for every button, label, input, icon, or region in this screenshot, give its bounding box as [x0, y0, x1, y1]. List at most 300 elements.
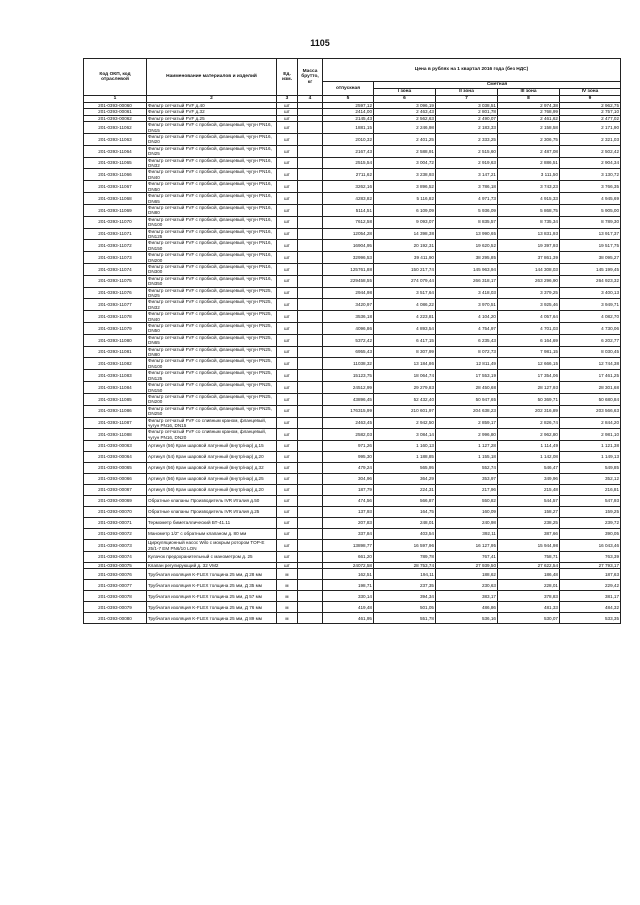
cell-price-zone-1: 194,11 — [374, 569, 436, 580]
cell-name: Трубчатая изоляция K-FLEX толщина 25 мм, Д 89 мм — [147, 613, 277, 624]
cell-price-zone-3: 3 111,50 — [498, 169, 560, 181]
cell-price-zone-1: 8 307,99 — [374, 346, 436, 358]
cell-mass — [298, 216, 323, 228]
cell-name: Фильтр сетчатый FVF с пробкой, фланцевый, чугун PN16, DN40 — [147, 169, 277, 181]
cell-unit: шт — [277, 529, 298, 540]
cell-mass — [298, 602, 323, 613]
table-row — [84, 275, 621, 287]
table-row — [84, 299, 621, 311]
table-row — [84, 496, 621, 507]
table-row — [84, 370, 621, 382]
cell-price-zone-1: 565,95 — [374, 463, 436, 474]
cell-price-zone-1: 2 246,98 — [374, 122, 436, 134]
cell-unit: шт — [277, 122, 298, 134]
cell-price-zone-1: 13 184,86 — [374, 358, 436, 370]
cell-unit: шт — [277, 382, 298, 394]
cell-code: 201-0393-00065 — [84, 463, 147, 474]
cell-mass — [298, 463, 323, 474]
table-row — [84, 485, 621, 496]
cell-price-zone-4: 381,17 — [560, 591, 621, 602]
cell-code: 201-0393-11083 — [84, 370, 147, 382]
cell-price-release: 2167,43 — [323, 145, 374, 157]
cell-name: Манометр 1/2" с обратным клапаном д. 80 мм — [147, 529, 277, 540]
cell-mass — [298, 358, 323, 370]
cell-price-release: 4096,86 — [323, 323, 374, 335]
cell-price-zone-3: 387,66 — [498, 529, 560, 540]
cell-price-zone-4: 390,05 — [560, 529, 621, 540]
cell-mass — [298, 485, 323, 496]
cell-price-release: 16904,95 — [323, 240, 374, 252]
cell-price-release: 995,30 — [323, 452, 374, 463]
cell-unit: шт — [277, 463, 298, 474]
cell-mass — [298, 193, 323, 205]
cell-price-zone-2: 392,11 — [436, 529, 498, 540]
cell-price-zone-1: 274 079,44 — [374, 275, 436, 287]
cell-name: Фильтр сетчатый FVF с пробкой, фланцевый, чугун PN16, DN300 — [147, 263, 277, 275]
cell-name: Фильтр сетчатый FVF д.32 — [147, 109, 277, 115]
cell-price-zone-2: 2 490,07 — [436, 115, 498, 121]
cell-price-zone-4: 2 981,10 — [560, 429, 621, 441]
cell-price-zone-2: 486,86 — [436, 602, 498, 613]
cell-price-zone-1: 4 893,54 — [374, 323, 436, 335]
cell-price-zone-3: 2 886,51 — [498, 157, 560, 169]
cell-price-zone-3: 19 397,93 — [498, 240, 560, 252]
cell-unit: шт — [277, 275, 298, 287]
cell-price-zone-2: 188,62 — [436, 569, 498, 580]
cell-code: 201-0393-00066 — [84, 474, 147, 485]
cell-price-zone-4: 2 844,20 — [560, 417, 621, 429]
cell-price-zone-4: 4 945,69 — [560, 193, 621, 205]
cell-price-zone-1: 566,87 — [374, 496, 436, 507]
cell-price-zone-2: 383,17 — [436, 591, 498, 602]
cell-price-zone-1: 224,31 — [374, 485, 436, 496]
header-release: отпускная — [323, 82, 374, 96]
table-row — [84, 569, 621, 580]
cell-code: 201-0393-00078 — [84, 591, 147, 602]
cell-price-zone-4: 17 461,25 — [560, 370, 621, 382]
cell-price-zone-1: 403,54 — [374, 529, 436, 540]
cell-price-zone-1: 4 223,81 — [374, 311, 436, 323]
cell-mass — [298, 429, 323, 441]
cell-price-zone-4: 216,81 — [560, 485, 621, 496]
cell-unit: м — [277, 613, 298, 624]
header-unit: Ед. изм. — [277, 59, 298, 96]
cell-price-zone-1: 551,78 — [374, 613, 436, 624]
cell-price-zone-4: 50 680,84 — [560, 393, 621, 405]
cell-price-zone-4: 763,39 — [560, 551, 621, 562]
table-row — [84, 518, 621, 529]
table-body — [84, 103, 621, 624]
cell-code: 201-0393-00067 — [84, 485, 147, 496]
table-row — [84, 507, 621, 518]
cell-mass — [298, 393, 323, 405]
cell-price-zone-4: 239,72 — [560, 518, 621, 529]
table-row — [84, 474, 621, 485]
cell-price-zone-1: 3 084,14 — [374, 429, 436, 441]
cell-price-release: 187,79 — [323, 485, 374, 496]
cell-name: Фильтр сетчатый FVF с пробкой, фланцевый, чугун PN25, DN50 — [147, 323, 277, 335]
cell-code: 201-0393-11076 — [84, 287, 147, 299]
cell-price-zone-2: 16 127,95 — [436, 540, 498, 552]
cell-unit: м — [277, 569, 298, 580]
table-row — [84, 204, 621, 216]
column-number: 1 — [84, 96, 147, 103]
cell-price-zone-1: 16 597,96 — [374, 540, 436, 552]
column-number: 6 — [374, 96, 436, 103]
cell-name: Фильтр сетчатый FVF с пробкой, фланцевый, чугун PN25, DN40 — [147, 311, 277, 323]
cell-mass — [298, 452, 323, 463]
cell-price-release: 479,24 — [323, 463, 374, 474]
cell-price-release: 461,95 — [323, 613, 374, 624]
cell-code: 201-0393-11071 — [84, 228, 147, 240]
cell-price-release: 2010,32 — [323, 134, 374, 146]
cell-price-zone-2: 2 183,33 — [436, 122, 498, 134]
cell-mass — [298, 299, 323, 311]
cell-code: 201-0393-00062 — [84, 115, 147, 121]
cell-name: Фильтр сетчатый FVF с пробкой, фланцевый, чугун PN16, DN15 — [147, 122, 277, 134]
table-row — [84, 346, 621, 358]
cell-mass — [298, 370, 323, 382]
cell-price-release: 13898,77 — [323, 540, 374, 552]
cell-mass — [298, 240, 323, 252]
cell-unit: шт — [277, 109, 298, 115]
cell-price-zone-1: 9 093,07 — [374, 216, 436, 228]
cell-price-zone-3: 7 981,15 — [498, 346, 560, 358]
cell-price-zone-2: 2 859,17 — [436, 417, 498, 429]
cell-price-zone-3: 758,71 — [498, 551, 560, 562]
cell-price-zone-2: 266 318,17 — [436, 275, 498, 287]
cell-mass — [298, 405, 323, 417]
table-row — [84, 613, 621, 624]
cell-price-zone-3: 4 915,33 — [498, 193, 560, 205]
cell-price-zone-2: 12 811,49 — [436, 358, 498, 370]
cell-price-zone-1: 2 562,63 — [374, 115, 436, 121]
cell-name: Фильтр сетчатый FVF с пробкой, фланцевый, чугун PN25, DN100 — [147, 358, 277, 370]
cell-unit: шт — [277, 334, 298, 346]
cell-mass — [298, 287, 323, 299]
cell-price-zone-2: 38 295,85 — [436, 252, 498, 264]
cell-price-zone-3: 13 831,93 — [498, 228, 560, 240]
cell-name: Фильтр сетчатый FVF д.40 — [147, 103, 277, 109]
cell-price-zone-1: 5 116,82 — [374, 193, 436, 205]
cell-price-zone-4: 12 744,38 — [560, 358, 621, 370]
cell-mass — [298, 122, 323, 134]
cell-unit: шт — [277, 485, 298, 496]
cell-price-zone-3: 2 826,74 — [498, 417, 560, 429]
cell-price-zone-4: 2 171,90 — [560, 122, 621, 134]
table-row — [84, 145, 621, 157]
cell-price-zone-2: 6 235,43 — [436, 334, 498, 346]
cell-price-release: 137,93 — [323, 507, 374, 518]
header-price-title: Цена в рублях на 1 квартал 2016 года (без НДС) — [323, 59, 621, 82]
cell-price-zone-3: 15 944,98 — [498, 540, 560, 552]
cell-price-release: 207,83 — [323, 518, 374, 529]
cell-mass — [298, 334, 323, 346]
cell-code: 201-0393-11080 — [84, 334, 147, 346]
column-number: 2 — [147, 96, 277, 103]
cell-price-zone-4: 484,32 — [560, 602, 621, 613]
cell-price-zone-3: 228,01 — [498, 580, 560, 591]
cell-price-zone-3: 263 296,90 — [498, 275, 560, 287]
cell-price-zone-4: 352,12 — [560, 474, 621, 485]
cell-name: Фильтр сетчатый FVF с пробкой, фланцевый, чугун PN16, DN150 — [147, 240, 277, 252]
cell-price-zone-4: 2 502,42 — [560, 145, 621, 157]
cell-price-zone-3: 215,48 — [498, 485, 560, 496]
cell-price-release: 3420,97 — [323, 299, 374, 311]
cell-code: 201-0393-11070 — [84, 216, 147, 228]
cell-price-zone-1: 14 398,38 — [374, 228, 436, 240]
cell-mass — [298, 441, 323, 452]
cell-price-zone-1: 3 896,52 — [374, 181, 436, 193]
table-row — [84, 441, 621, 452]
cell-name: Фильтр сетчатый FVF с пробкой, фланцевый, чугун PN16, DN100 — [147, 216, 277, 228]
cell-code: 201-0393-11062 — [84, 122, 147, 134]
cell-mass — [298, 275, 323, 287]
cell-unit: м — [277, 591, 298, 602]
cell-price-zone-3: 546,47 — [498, 463, 560, 474]
cell-price-zone-4: 264 923,32 — [560, 275, 621, 287]
cell-price-zone-3: 544,57 — [498, 496, 560, 507]
cell-code: 201-0393-00080 — [84, 613, 147, 624]
cell-mass — [298, 518, 323, 529]
cell-price-zone-4: 549,85 — [560, 463, 621, 474]
cell-price-release: 971,26 — [323, 441, 374, 452]
cell-price-zone-2: 28 450,68 — [436, 382, 498, 394]
table-row — [84, 157, 621, 169]
cell-unit: шт — [277, 299, 298, 311]
cell-price-zone-4: 5 905,00 — [560, 204, 621, 216]
cell-code: 201-0393-11066 — [84, 169, 147, 181]
cell-price-zone-3: 2 306,75 — [498, 134, 560, 146]
cell-price-zone-2: 2 996,80 — [436, 429, 498, 441]
cell-unit: шт — [277, 228, 298, 240]
cell-name: Артикул (56) Кран шаровой латунный (внутр/нар) д.25 — [147, 474, 277, 485]
cell-mass — [298, 417, 323, 429]
cell-code: 201-0393-11087 — [84, 417, 147, 429]
cell-unit: шт — [277, 452, 298, 463]
cell-code: 201-0393-00072 — [84, 529, 147, 540]
cell-price-release: 304,96 — [323, 474, 374, 485]
table-row — [84, 463, 621, 474]
table-row — [84, 240, 621, 252]
cell-price-zone-3: 27 622,54 — [498, 562, 560, 568]
cell-price-zone-3: 2 158,58 — [498, 122, 560, 134]
table-row — [84, 602, 621, 613]
cell-name: Фильтр сетчатый FVF с пробкой, фланцевый, чугун PN16, DN80 — [147, 204, 277, 216]
cell-code: 201-0393-00074 — [84, 551, 147, 562]
table-row — [84, 252, 621, 264]
cell-price-zone-3: 2 487,08 — [498, 145, 560, 157]
cell-price-release: 229458,55 — [323, 275, 374, 287]
cell-price-release: 3536,18 — [323, 311, 374, 323]
cell-code: 201-0393-11065 — [84, 157, 147, 169]
price-table — [83, 58, 621, 624]
cell-name: Фильтр сетчатый FVF с пробкой, фланцевый, чугун PN16, DN20 — [147, 134, 277, 146]
cell-price-zone-2: 1 127,28 — [436, 441, 498, 452]
table-row — [84, 134, 621, 146]
cell-price-zone-4: 187,63 — [560, 569, 621, 580]
cell-price-zone-4: 2 321,03 — [560, 134, 621, 146]
cell-price-zone-1: 28 753,74 — [374, 562, 436, 568]
cell-unit: шт — [277, 507, 298, 518]
cell-price-zone-4: 8 030,45 — [560, 346, 621, 358]
cell-price-zone-1: 2 588,91 — [374, 145, 436, 157]
cell-price-zone-2: 2 919,63 — [436, 157, 498, 169]
cell-code: 201-0393-11064 — [84, 145, 147, 157]
cell-price-zone-2: 536,16 — [436, 613, 498, 624]
cell-code: 201-0393-00079 — [84, 602, 147, 613]
cell-price-zone-2: 3 418,03 — [436, 287, 498, 299]
cell-mass — [298, 529, 323, 540]
cell-price-release: 2515,54 — [323, 157, 374, 169]
cell-price-zone-4: 16 043,46 — [560, 540, 621, 552]
cell-code: 201-0393-00060 — [84, 103, 147, 109]
cell-unit: м — [277, 602, 298, 613]
cell-price-zone-2: 50 947,65 — [436, 393, 498, 405]
cell-code: 201-0393-00070 — [84, 507, 147, 518]
cell-price-zone-4: 159,25 — [560, 507, 621, 518]
cell-price-release: 330,14 — [323, 591, 374, 602]
cell-price-release: 419,48 — [323, 602, 374, 613]
cell-code: 201-0393-11069 — [84, 204, 147, 216]
cell-code: 201-0393-11073 — [84, 252, 147, 264]
cell-price-zone-2: 3 038,51 — [436, 103, 498, 109]
cell-name: Термометр биметаллический БТ-41.11 — [147, 518, 277, 529]
cell-price-release: 661,20 — [323, 551, 374, 562]
cell-name: Трубчатая изоляция K-FLEX толщина 25 мм, Д 35 мм — [147, 580, 277, 591]
cell-name: Фильтр сетчатый FVF с пробкой, фланцевый, чугун PN25, DN32 — [147, 299, 277, 311]
cell-code: 201-0393-11068 — [84, 193, 147, 205]
cell-code: 201-0393-11072 — [84, 240, 147, 252]
cell-price-zone-4: 3 130,72 — [560, 169, 621, 181]
cell-unit: шт — [277, 518, 298, 529]
cell-price-zone-1: 2 463,43 — [374, 109, 436, 115]
cell-mass — [298, 507, 323, 518]
cell-price-zone-4: 3 949,71 — [560, 299, 621, 311]
cell-unit: м — [277, 580, 298, 591]
header-zone-4: IV зона — [560, 89, 621, 96]
cell-price-zone-1: 4 086,22 — [374, 299, 436, 311]
cell-price-zone-1: 6 417,15 — [374, 334, 436, 346]
cell-price-zone-1: 39 411,90 — [374, 252, 436, 264]
cell-price-release: 24072,58 — [323, 562, 374, 568]
cell-mass — [298, 169, 323, 181]
cell-price-zone-1: 2 942,50 — [374, 417, 436, 429]
cell-price-zone-1: 29 279,83 — [374, 382, 436, 394]
cell-price-zone-1: 164,75 — [374, 507, 436, 518]
cell-price-zone-4: 13 917,37 — [560, 228, 621, 240]
cell-price-zone-3: 2 461,62 — [498, 115, 560, 121]
cell-price-zone-2: 217,96 — [436, 485, 498, 496]
cell-mass — [298, 580, 323, 591]
cell-price-zone-1: 1 160,13 — [374, 441, 436, 452]
header-name: Наименование материалов и изделий — [147, 59, 277, 96]
table-row — [84, 540, 621, 552]
column-number: 5 — [323, 96, 374, 103]
cell-unit: шт — [277, 145, 298, 157]
cell-unit: шт — [277, 474, 298, 485]
cell-price-release: 4283,82 — [323, 193, 374, 205]
cell-name: Фильтр сетчатый FVF с пробкой, фланцевый, чугун PN25, DN250 — [147, 405, 277, 417]
cell-price-zone-4: 229,42 — [560, 580, 621, 591]
table-row — [84, 122, 621, 134]
cell-code: 201-0393-11088 — [84, 429, 147, 441]
cell-price-zone-1: 3 517,64 — [374, 287, 436, 299]
cell-code: 201-0393-11075 — [84, 275, 147, 287]
cell-code: 201-0393-00077 — [84, 580, 147, 591]
cell-price-release: 2711,62 — [323, 169, 374, 181]
cell-code: 201-0393-00071 — [84, 518, 147, 529]
column-number: 8 — [498, 96, 560, 103]
cell-price-zone-1: 3 004,72 — [374, 157, 436, 169]
cell-code: 201-0393-11067 — [84, 181, 147, 193]
cell-price-zone-3: 3 743,23 — [498, 181, 560, 193]
cell-price-release: 162,51 — [323, 569, 374, 580]
cell-price-zone-3: 349,96 — [498, 474, 560, 485]
cell-price-zone-4: 8 789,30 — [560, 216, 621, 228]
cell-name: Фильтр сетчатый FVF д.25 — [147, 115, 277, 121]
table-row — [84, 591, 621, 602]
cell-price-zone-2: 160,09 — [436, 507, 498, 518]
cell-price-zone-3: 530,07 — [498, 613, 560, 624]
cell-price-zone-3: 2 962,80 — [498, 429, 560, 441]
table-row — [84, 529, 621, 540]
cell-code: 201-0393-11074 — [84, 263, 147, 275]
cell-code: 201-0393-11079 — [84, 323, 147, 335]
cell-price-zone-3: 2 768,99 — [498, 109, 560, 115]
cell-code: 201-0393-11063 — [84, 134, 147, 146]
cell-price-zone-4: 19 517,75 — [560, 240, 621, 252]
cell-code: 201-0393-00063 — [84, 441, 147, 452]
cell-price-zone-4: 27 793,17 — [560, 562, 621, 568]
cell-price-release: 12054,28 — [323, 228, 374, 240]
cell-name: Артикул (56) Кран шаровой латунный (внутр/нар) д.15 — [147, 441, 277, 452]
cell-name: Фильтр сетчатый FVF с пробкой, фланцевый, чугун PN25, DN80 — [147, 346, 277, 358]
cell-price-zone-2: 3 970,51 — [436, 299, 498, 311]
cell-code: 201-0393-00061 — [84, 109, 147, 115]
table-row — [84, 181, 621, 193]
cell-price-zone-2: 230,63 — [436, 580, 498, 591]
table-row — [84, 382, 621, 394]
cell-unit: шт — [277, 562, 298, 568]
cell-price-release: 5372,42 — [323, 334, 374, 346]
cell-mass — [298, 591, 323, 602]
cell-price-release: 176315,99 — [323, 405, 374, 417]
cell-price-zone-1: 237,35 — [374, 580, 436, 591]
cell-unit: шт — [277, 358, 298, 370]
cell-code: 201-0393-00073 — [84, 540, 147, 552]
cell-price-zone-2: 2 801,78 — [436, 109, 498, 115]
cell-mass — [298, 263, 323, 275]
cell-code: 201-0393-11077 — [84, 299, 147, 311]
cell-price-zone-2: 1 155,18 — [436, 452, 498, 463]
cell-price-zone-4: 2 757,10 — [560, 109, 621, 115]
cell-name: Фильтр сетчатый FVF с пробкой, фланцевый, чугун PN25, DN25 — [147, 287, 277, 299]
column-number: 7 — [436, 96, 498, 103]
cell-mass — [298, 569, 323, 580]
cell-price-zone-4: 6 202,77 — [560, 334, 621, 346]
table-row — [84, 323, 621, 335]
cell-code: 201-0393-00076 — [84, 569, 147, 580]
cell-price-zone-3: 1 114,49 — [498, 441, 560, 452]
cell-unit: шт — [277, 193, 298, 205]
table-row — [84, 551, 621, 562]
cell-name: Фильтр сетчатый FVF с пробкой, фланцевый, чугун PN16, DN125 — [147, 228, 277, 240]
cell-price-zone-4: 533,35 — [560, 613, 621, 624]
cell-unit: шт — [277, 540, 298, 552]
cell-price-zone-4: 38 095,27 — [560, 252, 621, 264]
cell-mass — [298, 134, 323, 146]
